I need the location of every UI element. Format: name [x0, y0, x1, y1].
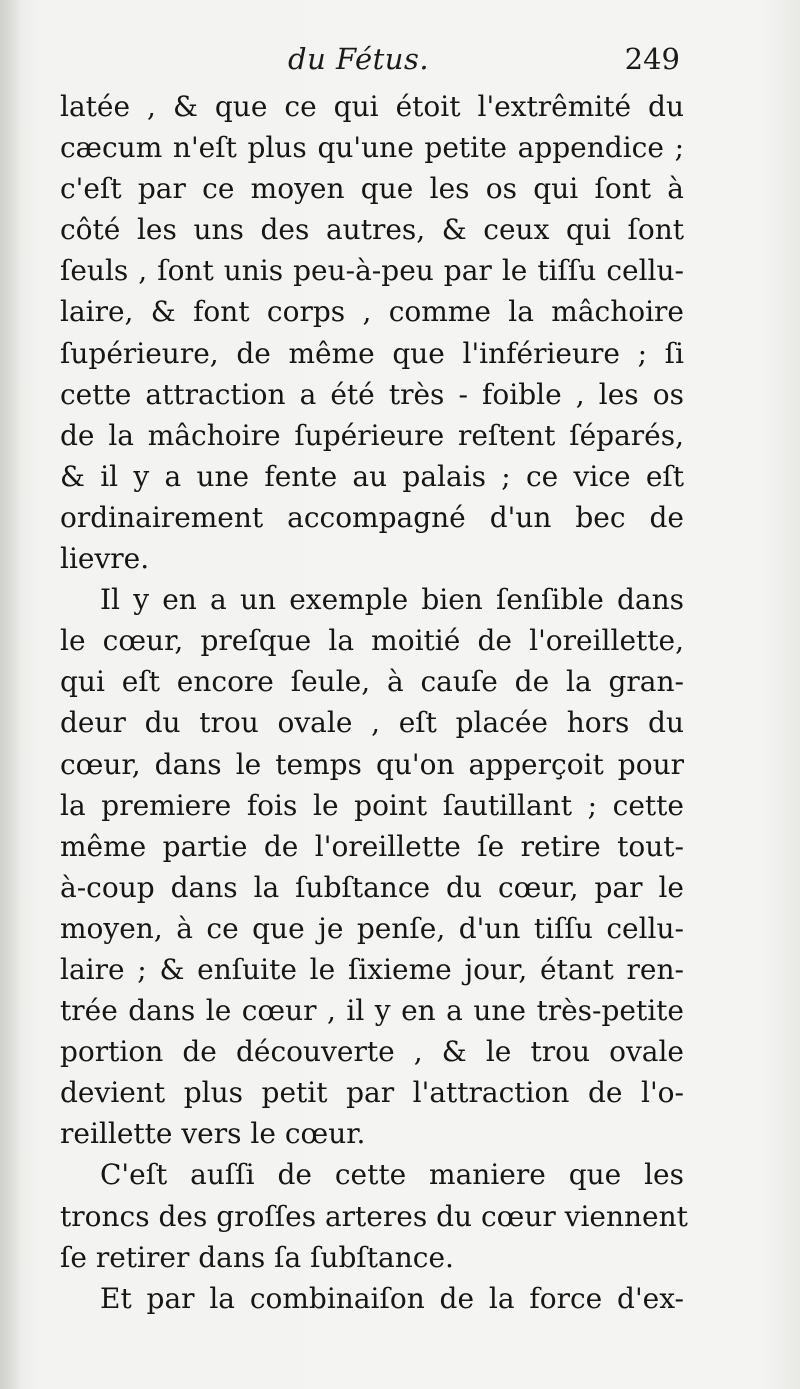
text-line: cœur, dans le temps qu'on apperçoit pour: [60, 747, 684, 781]
text-line: qui eſt encore ſeule, à cauſe de la gran-: [60, 665, 684, 699]
text-line: côté les uns des autres, & ceux qui ſont: [60, 213, 684, 247]
text-line: ſeuls , ſont unis peu-à-peu par le tiſſu cellu-: [60, 254, 684, 288]
text-line: moyen, à ce que je penſe, d'un tiſſu cellu-: [60, 911, 684, 945]
text-line: cette attraction a été très - foible , les os: [60, 377, 684, 411]
text-line: le cœur, preſque la moitié de l'oreillette,: [60, 624, 684, 658]
text-line: troncs des groſſes arteres du cœur viennent: [60, 1199, 688, 1233]
text-line: ſupérieure, de même que l'inférieure ; ſi: [60, 336, 684, 370]
gutter-shadow: [0, 0, 22, 1389]
text-line: la premiere fois le point ſautillant ; cette: [60, 788, 684, 822]
text-line: trée dans le cœur , il y en a une très-petite: [60, 994, 684, 1028]
text-line: latée , & que ce qui étoit l'extrêmité du: [60, 90, 684, 123]
text-line: Il y en a un exemple bien ſenſible dans: [100, 583, 684, 617]
text-line: ſe retirer dans ſa ſubſtance.: [60, 1240, 454, 1274]
text-line: ordinairement accompagné d'un bec de: [60, 500, 684, 534]
text-line: c'eſt par ce moyen que les os qui ſont à: [60, 172, 684, 206]
text-line: Et par la combinaiſon de la force d'ex-: [100, 1281, 684, 1315]
text-line: reillette vers le cœur.: [60, 1117, 366, 1151]
text-line: laire ; & enſuite le ſixieme jour, étant ren-: [60, 952, 684, 986]
page-header: [60, 40, 680, 84]
text-line: à-coup dans la ſubſtance du cœur, par le: [60, 870, 684, 904]
text-line: lievre.: [60, 542, 150, 576]
text-line: de la mâchoire ſupérieure reſtent ſéparés,: [60, 418, 684, 452]
text-line: même partie de l'oreillette ſe retire tout-: [60, 829, 684, 863]
text-line: portion de découverte , & le trou ovale: [60, 1035, 684, 1069]
page-number: 249: [624, 42, 680, 76]
body-text: [60, 86, 688, 1319]
text-line: cæcum n'eſt plus qu'une petite appendice ;: [60, 131, 684, 165]
running-title: du Fétus.: [288, 42, 430, 76]
text-line: devient plus petit par l'attraction de l'o-: [60, 1076, 684, 1110]
text-line: laire, & font corps , comme la mâchoire: [60, 295, 684, 329]
text-line: C'eſt auſſi de cette maniere que les: [100, 1158, 684, 1192]
text-line: & il y a une fente au palais ; ce vice eſt: [60, 459, 684, 493]
text-line: deur du trou ovale , eſt placée hors du: [60, 706, 684, 740]
